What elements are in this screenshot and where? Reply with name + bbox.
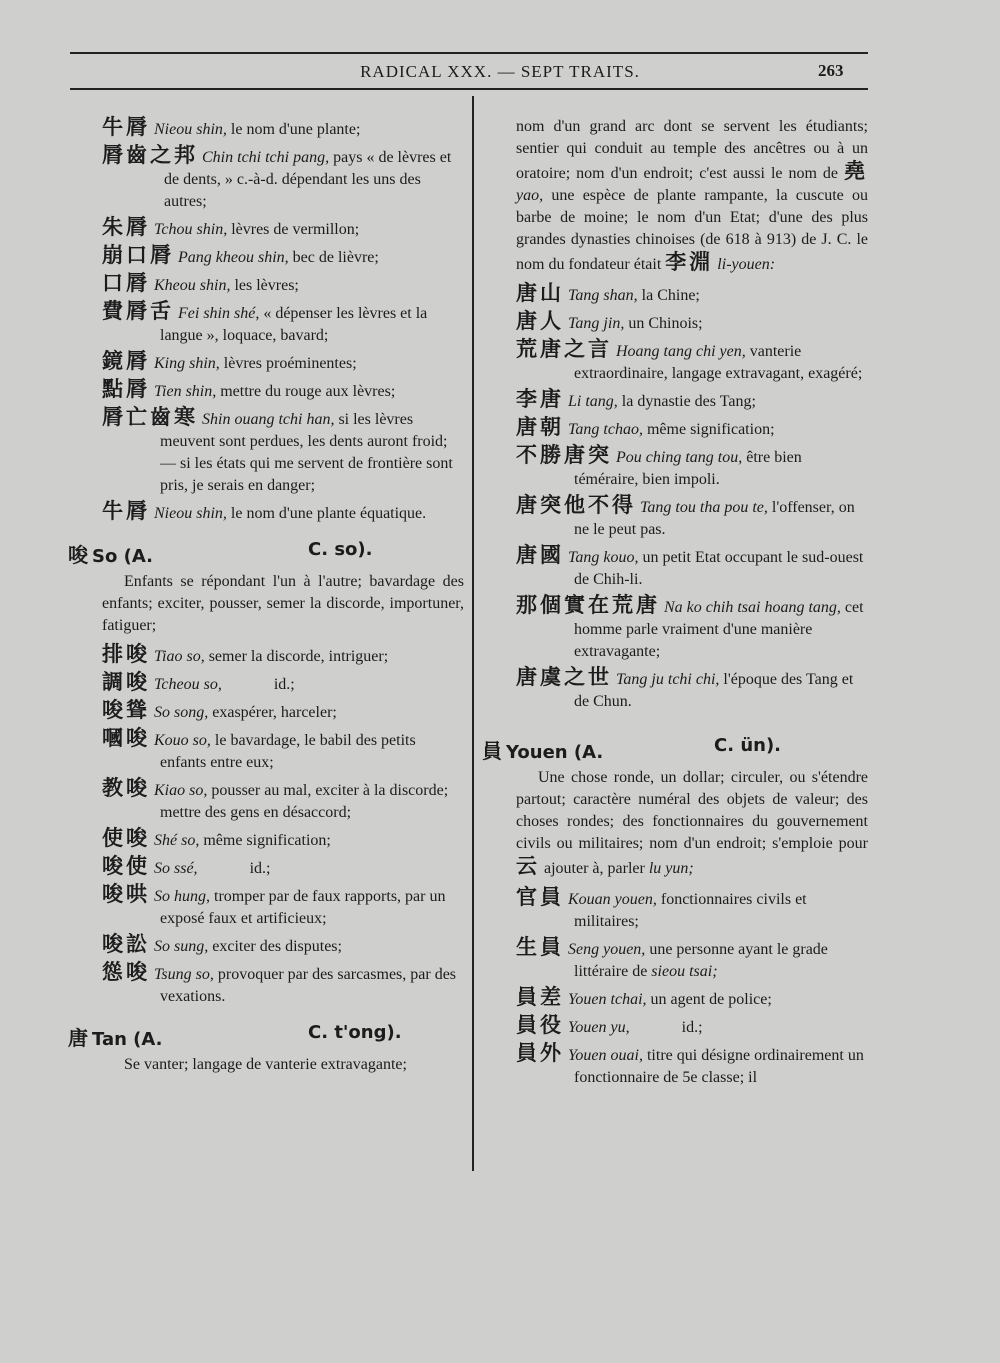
romanization: Kheou shin, — [154, 277, 231, 294]
youen-entries — [516, 886, 868, 1089]
romanization: Nieou shin, — [154, 505, 227, 522]
definition-paragraph — [516, 767, 868, 880]
dictionary-entry — [516, 338, 868, 385]
dictionary-entry — [516, 886, 868, 933]
so-entries — [102, 643, 464, 1008]
dictionary-entry — [102, 378, 464, 403]
definition-text: lèvres proéminentes; — [219, 355, 357, 372]
definition-text: provoquer par des sarcasmes, par des vexations. — [160, 966, 457, 1005]
romanization: Pang kheou shin, — [178, 249, 289, 266]
romanization: So ssé, — [154, 860, 198, 877]
heading-cantonese: C. so). — [308, 539, 373, 560]
chinese-characters: 員外 — [516, 1041, 564, 1065]
romanization: Kiao so, — [154, 782, 208, 799]
heading-word: So (A. — [92, 546, 153, 567]
definition-text: titre qui désigne ordinairement un fonctionnaire de 5e classe; il — [574, 1047, 864, 1086]
dictionary-entry — [102, 883, 464, 930]
chinese-characters: 使唆 — [102, 826, 150, 850]
definition-text: tromper par de faux rapports, par un exposé faux et artificieux; — [160, 888, 446, 927]
dictionary-entry — [516, 310, 868, 335]
definition-text: « dépenser les lèvres et la langue », loquace, bavard; — [160, 305, 428, 344]
definition-text: pousser au mal, exciter à la discorde; mettre des gens en désaccord; — [160, 782, 449, 821]
definition-text: id.; — [197, 860, 271, 877]
dictionary-entry — [516, 594, 868, 663]
definition-paragraph: Se vanter; langage de vanterie extravagante; — [124, 1056, 407, 1073]
heading-cantonese: C. t'ong). — [308, 1022, 402, 1043]
definition-text: l'offenser, on ne le peut pas. — [574, 499, 855, 538]
chinese-characters: 脣亡齒寒 — [102, 405, 198, 429]
dictionary-entry — [102, 933, 464, 958]
romanization: Nieou shin, — [154, 121, 227, 138]
chinese-characters: 李唐 — [516, 387, 564, 411]
chinese-characters: 排唆 — [102, 642, 150, 666]
romanization: Youen yu, — [568, 1019, 630, 1036]
definition-text: Une chose ronde, un dollar; circuler, ou s'étendre partout; caractère numéral des objets de valeur; des choses rondes; des fonctionnaires du gouvernement civils ou militaires; nom d'un endroit; s'emploie pour — [516, 769, 868, 852]
romanization: Na ko chih tsai hoang tang, — [664, 599, 841, 616]
dictionary-entry — [102, 727, 464, 774]
chinese-characters: 唆使 — [102, 854, 150, 878]
definition-text: exaspérer, harceler; — [208, 704, 337, 721]
romanization: Tien shin, — [154, 383, 217, 400]
dictionary-entry — [102, 500, 464, 525]
chinese-characters: 朱脣 — [102, 215, 150, 239]
chinese-characters: 不勝唐突 — [516, 443, 612, 467]
definition-text: une personne ayant le grade littéraire de — [574, 941, 828, 980]
dictionary-entry — [102, 827, 464, 852]
definition-text: exciter des disputes; — [208, 938, 342, 955]
definition-text: les lèvres; — [230, 277, 299, 294]
dictionary-entry — [516, 544, 868, 591]
chinese-characters: 崩口脣 — [102, 243, 174, 267]
definition-text: vanterie extraordinaire, langage extravagant, exagéré; — [574, 343, 863, 382]
romanization: Tsung so, — [154, 966, 214, 983]
definition-text: pays « de lèvres et de dents, » c.-à-d. dépendant les uns des autres; — [164, 149, 452, 210]
chinese-characters: 唐國 — [516, 543, 564, 567]
definition-text: ajouter à, parler — [544, 860, 645, 877]
romanization: Fei shin shé, — [178, 305, 260, 322]
chinese-characters: 嘓唆 — [102, 726, 150, 750]
right-column — [482, 116, 869, 1092]
dictionary-entry — [102, 144, 464, 213]
romanization: King shin, — [154, 355, 220, 372]
dictionary-entry — [102, 244, 464, 269]
romanization: Pou ching tang tou, — [616, 449, 743, 466]
chinese-characters: 員役 — [516, 1013, 564, 1037]
running-header-title: RADICAL XXX. — SEPT TRAITS. — [360, 62, 640, 81]
romanization: Tang tchao, — [568, 421, 643, 438]
chinese-characters: 唐山 — [516, 281, 564, 305]
chinese-characters: 唐虞之世 — [516, 665, 612, 689]
chinese-characters: 鏡脣 — [102, 349, 150, 373]
shin-entries — [102, 116, 464, 525]
chinese-characters: 云 — [516, 854, 540, 878]
definition-text: fonctionnaires civils et militaires; — [574, 891, 807, 930]
chinese-characters: 堯 — [844, 159, 868, 183]
definition-text: l'époque des Tang et de Chun. — [574, 671, 854, 710]
definition-text: nom d'un grand arc dont se servent les étudiants; sentier qui conduit au temple des ancêtres ou à un oratoire; nom d'un endroit; c'est aussi le nom de — [516, 118, 868, 182]
tang-entries — [516, 282, 868, 713]
definition-text: le bavardage, le babil des petits enfants entre eux; — [160, 732, 416, 771]
radical-heading-tan — [68, 1022, 464, 1048]
chinese-characters: 唆哄 — [102, 882, 150, 906]
chinese-characters: 教唆 — [102, 776, 150, 800]
chinese-characters: 費脣舌 — [102, 299, 174, 323]
definition-paragraph: Enfants se répondant l'un à l'autre; bavardage des enfants; exciter, pousser, semer la discorde, importuner, fatiguer; — [102, 573, 464, 634]
dictionary-entry — [516, 416, 868, 441]
definition-text: id.; — [629, 1019, 703, 1036]
dictionary-entry — [516, 1014, 868, 1039]
definition-text: un Chinois; — [624, 315, 703, 332]
definition-text: un agent de police; — [646, 991, 772, 1008]
romanization: li-youen: — [717, 256, 776, 273]
definition-text: le nom d'une plante; — [226, 121, 361, 138]
dictionary-entry — [102, 116, 464, 141]
dictionary-entry — [516, 282, 868, 307]
heading-character: 唆 — [68, 543, 88, 567]
header-top-rule — [70, 52, 868, 54]
dictionary-entry — [516, 986, 868, 1011]
definition-text: lèvres de vermillon; — [227, 221, 360, 238]
chinese-characters: 調唆 — [102, 670, 150, 694]
romanization: Kouo so, — [154, 732, 211, 749]
romanization: Tcheou so, — [154, 676, 222, 693]
dictionary-entry — [516, 1042, 868, 1089]
romanization: Tang shan, — [568, 287, 638, 304]
left-column — [68, 115, 464, 1082]
romanization: yao, — [516, 187, 544, 204]
definition-text: même signification; — [642, 421, 775, 438]
dictionary-entry — [516, 388, 868, 413]
definition-text: être bien téméraire, bien impoli. — [574, 449, 802, 488]
heading-word: Tan (A. — [92, 1029, 163, 1050]
romanization: So sung, — [154, 938, 209, 955]
continued-definition — [516, 116, 868, 276]
romanization: Seng youen, — [568, 941, 646, 958]
romanization: Tchou shin, — [154, 221, 228, 238]
romanization: Tiao so, — [154, 648, 205, 665]
chinese-characters: 牛脣 — [102, 499, 150, 523]
dictionary-entry — [102, 300, 464, 347]
page-number: 263 — [818, 61, 844, 80]
romanization: Youen ouai, — [568, 1047, 643, 1064]
definition-text: semer la discorde, intriguer; — [204, 648, 389, 665]
chinese-characters: 牛脣 — [102, 115, 150, 139]
heading-character: 員 — [482, 739, 502, 763]
header-bottom-rule — [70, 88, 868, 90]
romanization: So hung, — [154, 888, 210, 905]
dictionary-entry — [516, 666, 868, 713]
chinese-characters: 唆訟 — [102, 932, 150, 956]
definition-text: la Chine; — [637, 287, 700, 304]
romanization: Tang tou tha pou te, — [640, 499, 768, 516]
chinese-characters: 唐朝 — [516, 415, 564, 439]
romanization: Tang kouo, — [568, 549, 639, 566]
romanization: sieou tsai; — [651, 963, 718, 980]
dictionary-entry — [102, 350, 464, 375]
dictionary-entry — [516, 444, 868, 491]
dictionary-entry — [102, 643, 464, 668]
romanization: Li tang, — [568, 393, 618, 410]
dictionary-entry — [102, 699, 464, 724]
dictionary-entry — [516, 936, 868, 983]
definition-text: une espèce de plante rampante, la cuscute ou barbe de moine; le nom d'un Etat; d'une des plus grandes dynasties chinoises (de 618 à 913) de J. C. le nom du fondateur était — [516, 187, 869, 273]
heading-character: 唐 — [68, 1026, 88, 1050]
chinese-characters: 唐人 — [516, 309, 564, 333]
chinese-characters: 唆聳 — [102, 698, 150, 722]
dictionary-entry — [516, 494, 868, 541]
chinese-characters: 李淵 — [665, 250, 714, 274]
chinese-characters: 脣齒之邦 — [102, 143, 198, 167]
romanization: lu yun; — [648, 860, 694, 877]
definition-text: le nom d'une plante équatique. — [226, 505, 427, 522]
romanization: Hoang tang chi yen, — [616, 343, 746, 360]
definition-text: si les lèvres meuvent sont perdues, les dents auront froid; — si les états qui me servent de frontière sont pris, je serais en danger; — [160, 411, 453, 494]
chinese-characters: 生員 — [516, 935, 564, 959]
chinese-characters: 點脣 — [102, 377, 150, 401]
chinese-characters: 那個實在荒唐 — [516, 593, 660, 617]
definition-text: même signification; — [199, 832, 331, 849]
dictionary-entry — [102, 961, 464, 1008]
romanization: So song, — [154, 704, 209, 721]
radical-heading-so — [68, 539, 464, 565]
dictionary-entry — [102, 216, 464, 241]
romanization: Tang ju tchi chi, — [616, 671, 720, 688]
dictionary-entry — [102, 855, 464, 880]
definition-text: la dynastie des Tang; — [617, 393, 756, 410]
dictionary-entry — [102, 406, 464, 497]
chinese-characters: 員差 — [516, 985, 564, 1009]
romanization: Shé so, — [154, 832, 200, 849]
radical-heading-youen — [482, 735, 868, 761]
definition-text: id.; — [221, 676, 295, 693]
romanization: Tang jin, — [568, 315, 625, 332]
chinese-characters: 唐突他不得 — [516, 493, 636, 517]
dictionary-entry — [102, 272, 464, 297]
chinese-characters: 官員 — [516, 885, 564, 909]
dictionary-entry — [102, 671, 464, 696]
heading-word: Youen (A. — [506, 742, 604, 763]
chinese-characters: 慫唆 — [102, 960, 150, 984]
chinese-characters: 口脣 — [102, 271, 150, 295]
romanization: Shin ouang tchi han, — [202, 411, 335, 428]
romanization: Chin tchi tchi pang, — [202, 149, 330, 166]
heading-cantonese: C. ün). — [714, 735, 782, 756]
column-divider — [472, 96, 474, 1171]
definition-text: bec de lièvre; — [288, 249, 379, 266]
definition-text: cet homme parle vraiment d'une manière extravagante; — [574, 599, 864, 660]
dictionary-entry — [102, 777, 464, 824]
romanization: Youen tchai, — [568, 991, 647, 1008]
chinese-characters: 荒唐之言 — [516, 337, 612, 361]
definition-text: mettre du rouge aux lèvres; — [216, 383, 396, 400]
romanization: Kouan youen, — [568, 891, 657, 908]
definition-text: un petit Etat occupant le sud-ouest de Chih-li. — [574, 549, 864, 588]
